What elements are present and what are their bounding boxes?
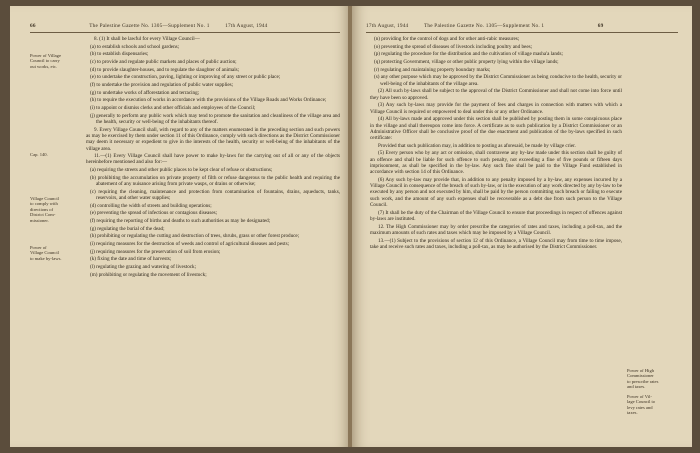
clause-item: (c) to provide and regulate public markets and places of public auction; — [90, 59, 237, 66]
margin-note: Power of Village Council to make by-laws. — [30, 245, 62, 261]
section-paragraph: 9. Every Village Council shall, with regard to any of the matters enumerated in the preceding section and such powers as may be exercised by them under section 11 of this Ordinance, comply with such directions as the District Commissioner may deem it necessary or expedient to give in the interests of the health, security or well-being of the inhabitants of the village area. — [86, 126, 340, 152]
clause-item: (b) to establish dispensaries; — [90, 51, 149, 58]
left-body-text — [86, 36, 340, 279]
left-header-title: The Palestine Gazette No. 1305—Supplement No. 1 — [89, 23, 210, 29]
right-header-title: The Palestine Gazette No. 1305—Supplement No. 1 — [423, 23, 545, 29]
right-body-text — [370, 36, 622, 252]
left-page — [10, 6, 350, 447]
clause-item: (j) generally to perform any public work which may tend to promote the sanitation and cleanliness of the village area and the health, security or well-being of the inhabitants thereof. — [90, 112, 340, 125]
section-paragraph: (7) It shall be the duty of the Chairman of the Village Council to ensure that proceedings in respect of offences against by-laws are instituted. — [370, 209, 622, 222]
section-paragraph: 11.—(1) Every Village Council shall have power to make by-laws for the carrying out of all or any of the objects hereinbefore mentioned and also for:— — [86, 153, 340, 166]
clause-item: (p) regulating the procedure for the distribution and the cultivation of village masha'a lands; — [374, 51, 563, 58]
section-paragraph: (3) Any such by-laws may provide for the payment of fees and charges in connection with matters with which a Village Council is required or empowered to deal under this or any other Ordinance. — [370, 102, 622, 115]
clause-item: (a) requiring the streets and other public places to be kept clear of refuse or obstructions; — [90, 167, 273, 174]
section-paragraph: 8. (1) It shall be lawful for every Village Council— — [94, 36, 200, 42]
section-paragraph: (4) All by-laws made and approved under this section shall be published by posting them in some conspicuous place in the village and shall thereupon come into force. A certificate as to such publication by a District Commissioner or an Administrative Officer shall be conclusive proof of the due enactment and publication of the by-laws specified in such certificate: — [370, 116, 622, 142]
clause-item: (e) to undertake the construction, paving, lighting or improving of any street or public place; — [90, 74, 281, 81]
clause-item: (h) prohibiting or regulating the cutting and destruction of trees, shrubs, grass or other forest produce; — [90, 233, 300, 240]
section-paragraph: 12. The High Commissioner may by order prescribe the categories of rates and taxes, including a poll-tax, and the maximum amounts of such rates and taxes which may be imposed by a Village Council. — [370, 223, 622, 236]
clause-item: (r) regulating and maintaining property boundary marks; — [374, 66, 491, 73]
clause-item: (b) prohibiting the accumulation on private property of filth or refuse dangerous to the public health and requiring the abatement of any nuisance arising from private wasps, or drains or otherwise; — [90, 174, 340, 188]
clause-item: (h) to require the execution of works in accordance with the provisions of the Village Roads and Works Ordinance; — [90, 97, 327, 104]
clause-item: (j) requiring measures for the preservation of soil from erosion; — [90, 248, 221, 255]
clause-item: (e) preventing the spread of infectious or contagious diseases; — [90, 210, 218, 217]
clause-item: (o) preventing the spread of diseases of livestock including poultry and bees; — [374, 43, 533, 50]
clause-item: (f) to undertake the provision and regulation of public water supplies; — [90, 82, 234, 89]
gazette-book — [10, 6, 692, 449]
margin-note: Power of High Commissioner to prescribe rates and taxes. — [627, 368, 659, 390]
clause-item: (g) to undertake works of afforestation and terracing; — [90, 89, 200, 96]
clause-item: (g) regulating the burial of the dead; — [90, 225, 165, 232]
clause-item: (i) to appoint or dismiss clerks and other officials and employees of the Council; — [90, 105, 256, 112]
clause-item: (d) to provide slaughter-houses, and to regulate the slaughter of animals; — [90, 66, 240, 73]
clause-item: (q) protecting Government, village or other public property lying within the village lands; — [374, 59, 559, 66]
left-header-date: 17th August, 1944 — [225, 23, 268, 29]
section-paragraph: 13.—(1) Subject to the provisions of section 12 of this Ordinance, a Village Council may from time to time impose, take and receive such rates and taxes, including a poll-tax, as may be authorised by the District Commissioner. — [370, 237, 622, 250]
clause-item: (c) requiring the cleaning, maintenance and protection from contamination of fountains, drains, aqueducts, tanks, reservoirs, and other water supplies; — [90, 188, 340, 202]
clause-item: (a) to establish schools and school gardens; — [90, 43, 180, 50]
clause-item: (n) providing for the control of dogs and for other anti-rabic measures; — [374, 36, 520, 42]
left-running-head — [30, 23, 268, 29]
clause-item: (k) fixing the date and time of harvests; — [90, 256, 172, 263]
section-paragraph: (6) Any such by-law may provide that, in addition to any penalty imposed by a by-law, any expenses incurred by a Village Council in consequence of the breach of such by-law, or in the execution of any work directed by any by-law to be executed by any person and not executed by him, shall be paid by the person committing such breach or failing to execute such work, and the amount of any such expenses shall be recoverable as a debt due from such person to the Village Council. — [370, 176, 622, 209]
right-header-rule — [366, 32, 678, 33]
right-running-head — [366, 23, 604, 29]
right-header-date: 17th August, 1944 — [366, 23, 409, 29]
clause-item: (i) requiring measures for the destruction of weeds and control of agricultural diseases and pests; — [90, 241, 289, 248]
clause-item: (m) prohibiting or regulating the movement of livestock; — [90, 271, 207, 278]
section-paragraph: (5) Every person who by any act or omission, shall contravene any by-law made under this section shall be guilty of an offence and shall be liable for such offence to such penalty, not exceeding a fine of five pounds or fifteen days imprisonment, as shall be specified in the by-law. Any such fine shall be paid to the Village Fund established in accordance with section 14 of this Ordinance. — [370, 150, 622, 176]
clause-item: (f) requiring the reporting of births and deaths to such authorities as may be designated; — [90, 218, 271, 225]
clause-item: (s) any other purpose which may be approved by the District Commissioner as being conducive to the health, security or well-being of the inhabitants of the village area. — [374, 74, 622, 87]
margin-note: Power of Village Council to carry out works, etc. — [30, 53, 62, 69]
left-header-rule — [30, 32, 340, 33]
clause-item: (d) controlling the width of streets and building operations; — [90, 202, 212, 209]
left-page-number: 66 — [30, 23, 36, 29]
section-paragraph: Provided that such publication may, in addition to posting as aforesaid, be made by village crier. — [378, 142, 576, 149]
margin-note: Cap. 140. — [30, 152, 48, 157]
section-paragraph: (2) All such by-laws shall be subject to the approval of the District Commissioner and shall not come into force until they have been so approved. — [370, 88, 622, 101]
right-page-number: 69 — [597, 23, 604, 29]
clause-item: (l) regulating the grazing and watering of livestock; — [90, 264, 197, 271]
margin-note: Village Council to comply with directions of District Com- missioner. — [30, 196, 59, 223]
margin-note: Power of Vil- lage Council to levy rates and taxes. — [627, 394, 656, 416]
right-page — [352, 6, 692, 447]
